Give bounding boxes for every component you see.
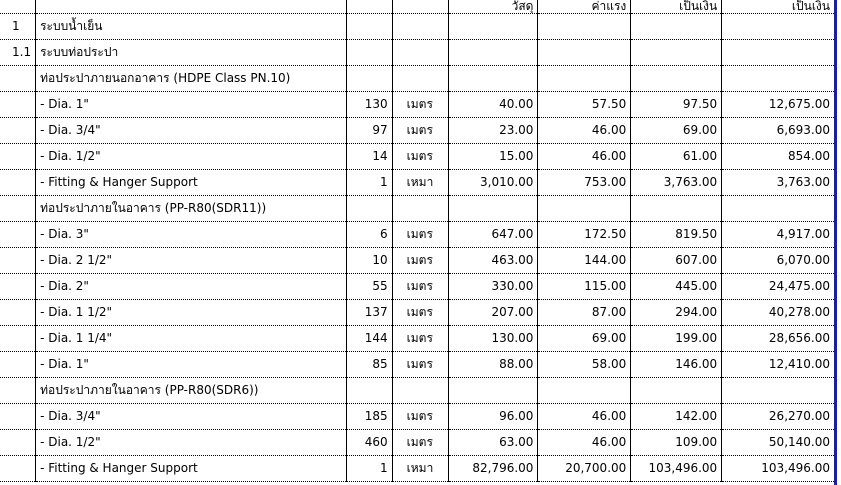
cell-no[interactable] xyxy=(0,378,36,404)
cell-total[interactable]: 6,693.00 xyxy=(722,118,835,144)
cell-description[interactable]: ท่อประปาภายในอาคาร (PP-R80(SDR11)) xyxy=(36,196,347,222)
cell-quantity[interactable]: 460 xyxy=(346,430,392,456)
table-row xyxy=(0,196,835,222)
header-labor[interactable]: ค่าแรง xyxy=(538,0,631,14)
cell-material-cost[interactable]: 88.00 xyxy=(448,352,538,378)
cell-quantity[interactable]: 185 xyxy=(346,404,392,430)
table-row xyxy=(0,222,835,248)
cell-total[interactable]: 26,270.00 xyxy=(722,404,835,430)
cell-description[interactable]: - Dia. 3/4" xyxy=(36,404,347,430)
cell-unit[interactable] xyxy=(392,66,448,92)
cell-material-cost[interactable] xyxy=(448,378,538,404)
header-cell[interactable] xyxy=(346,0,392,14)
cell-material-cost[interactable] xyxy=(448,14,538,40)
cell-unit[interactable]: เมตร xyxy=(392,222,448,248)
cell-no[interactable]: 1 xyxy=(0,14,36,40)
cell-description[interactable]: - Dia. 1 1/4" xyxy=(36,326,347,352)
cell-description[interactable]: - Dia. 1" xyxy=(36,92,347,118)
cell-labor-cost[interactable]: 20,700.00 xyxy=(538,456,631,482)
table-row xyxy=(0,274,835,300)
cell-unit-sum[interactable]: 61.00 xyxy=(631,144,722,170)
cell-description[interactable]: - Dia. 2 1/2" xyxy=(36,248,347,274)
cell-unit-sum[interactable] xyxy=(631,378,722,404)
cell-description[interactable]: ท่อประปาภายนอกอาคาร (HDPE Class PN.10) xyxy=(36,66,347,92)
cell-total[interactable] xyxy=(722,40,835,66)
cell-quantity[interactable]: 144 xyxy=(346,326,392,352)
cell-description[interactable]: - Dia. 1 1/2" xyxy=(36,300,347,326)
header-total[interactable]: เป็นเงิน xyxy=(722,0,835,14)
cell-no[interactable] xyxy=(0,222,36,248)
cell-total[interactable] xyxy=(722,196,835,222)
cell-material-cost[interactable]: 23.00 xyxy=(448,118,538,144)
cell-material-cost[interactable]: 647.00 xyxy=(448,222,538,248)
cell-no[interactable] xyxy=(0,274,36,300)
table-row xyxy=(0,14,835,40)
cell-quantity[interactable]: 130 xyxy=(346,92,392,118)
table-row xyxy=(0,378,835,404)
cell-no[interactable] xyxy=(0,118,36,144)
cell-description[interactable]: - Dia. 3" xyxy=(36,222,347,248)
cell-labor-cost[interactable] xyxy=(538,14,631,40)
cell-unit[interactable]: เมตร xyxy=(392,118,448,144)
cell-no[interactable] xyxy=(0,352,36,378)
cell-labor-cost[interactable]: 46.00 xyxy=(538,118,631,144)
cell-labor-cost[interactable]: 69.00 xyxy=(538,326,631,352)
cell-unit-sum[interactable]: 142.00 xyxy=(631,404,722,430)
cell-no[interactable] xyxy=(0,326,36,352)
header-material[interactable]: วัสดุ xyxy=(448,0,538,14)
cell-quantity[interactable]: 1 xyxy=(346,456,392,482)
header-cell[interactable] xyxy=(36,0,347,14)
cell-unit-sum[interactable]: 199.00 xyxy=(631,326,722,352)
cell-description[interactable]: ระบบท่อประปา xyxy=(36,40,347,66)
cell-quantity[interactable]: 137 xyxy=(346,300,392,326)
cell-labor-cost[interactable]: 46.00 xyxy=(538,404,631,430)
cell-material-cost[interactable]: 330.00 xyxy=(448,274,538,300)
cell-labor-cost[interactable]: 115.00 xyxy=(538,274,631,300)
cell-total[interactable]: 854.00 xyxy=(722,144,835,170)
cell-total[interactable] xyxy=(722,378,835,404)
cell-description[interactable]: - Dia. 1" xyxy=(36,352,347,378)
table-row xyxy=(0,300,835,326)
cell-unit-sum[interactable] xyxy=(631,14,722,40)
header-cell[interactable] xyxy=(392,0,448,14)
cell-quantity[interactable]: 97 xyxy=(346,118,392,144)
cell-total[interactable]: 3,763.00 xyxy=(722,170,835,196)
cell-total[interactable] xyxy=(722,14,835,40)
cell-labor-cost[interactable]: 172.50 xyxy=(538,222,631,248)
cell-unit-sum[interactable]: 445.00 xyxy=(631,274,722,300)
cell-quantity[interactable] xyxy=(346,66,392,92)
cell-no[interactable] xyxy=(0,300,36,326)
cell-unit-sum[interactable]: 146.00 xyxy=(631,352,722,378)
cell-total[interactable]: 40,278.00 xyxy=(722,300,835,326)
cell-no[interactable] xyxy=(0,404,36,430)
cell-description[interactable]: - Dia. 1/2" xyxy=(36,144,347,170)
cell-unit[interactable]: เมตร xyxy=(392,300,448,326)
cell-total[interactable]: 50,140.00 xyxy=(722,430,835,456)
header-sum[interactable]: เป็นเงิน xyxy=(631,0,722,14)
cell-unit[interactable] xyxy=(392,14,448,40)
header-cell[interactable] xyxy=(0,0,36,14)
cell-unit-sum[interactable]: 3,763.00 xyxy=(631,170,722,196)
table-row xyxy=(0,144,835,170)
cell-unit[interactable]: เมตร xyxy=(392,92,448,118)
cell-unit[interactable]: เมตร xyxy=(392,352,448,378)
cell-material-cost[interactable]: 15.00 xyxy=(448,144,538,170)
cell-description[interactable]: - Fitting & Hanger Support xyxy=(36,170,347,196)
cell-material-cost[interactable] xyxy=(448,196,538,222)
cell-quantity[interactable]: 55 xyxy=(346,274,392,300)
cell-description[interactable]: - Dia. 1/2" xyxy=(36,430,347,456)
header-row xyxy=(0,0,835,14)
cell-total[interactable]: 24,475.00 xyxy=(722,274,835,300)
cell-labor-cost[interactable]: 144.00 xyxy=(538,248,631,274)
cell-total[interactable]: 6,070.00 xyxy=(722,248,835,274)
cell-no[interactable] xyxy=(0,196,36,222)
cell-no[interactable] xyxy=(0,92,36,118)
cell-material-cost[interactable]: 40.00 xyxy=(448,92,538,118)
cell-unit-sum[interactable] xyxy=(631,66,722,92)
cell-unit[interactable] xyxy=(392,196,448,222)
table-row xyxy=(0,40,835,66)
cell-labor-cost[interactable]: 753.00 xyxy=(538,170,631,196)
cell-unit[interactable]: เหมา xyxy=(392,170,448,196)
cell-unit[interactable] xyxy=(392,378,448,404)
cell-total[interactable]: 4,917.00 xyxy=(722,222,835,248)
cell-quantity[interactable] xyxy=(346,14,392,40)
cell-no[interactable] xyxy=(0,248,36,274)
cell-no[interactable]: 1.1 xyxy=(0,40,36,66)
cell-material-cost[interactable] xyxy=(448,66,538,92)
cell-total[interactable]: 12,410.00 xyxy=(722,352,835,378)
table-row xyxy=(0,352,835,378)
cell-total[interactable]: 12,675.00 xyxy=(722,92,835,118)
cell-labor-cost[interactable]: 46.00 xyxy=(538,144,631,170)
cell-labor-cost[interactable] xyxy=(538,196,631,222)
table-row xyxy=(0,456,835,482)
cell-no[interactable] xyxy=(0,66,36,92)
cell-no[interactable] xyxy=(0,170,36,196)
cell-unit[interactable] xyxy=(392,40,448,66)
cell-labor-cost[interactable]: 57.50 xyxy=(538,92,631,118)
cell-description[interactable]: - Dia. 3/4" xyxy=(36,118,347,144)
sheet-right-edge xyxy=(834,0,837,485)
cell-labor-cost[interactable]: 87.00 xyxy=(538,300,631,326)
cell-description[interactable]: ระบบน้ำเย็น xyxy=(36,14,347,40)
cell-unit[interactable]: เมตร xyxy=(392,430,448,456)
table-row xyxy=(0,118,835,144)
cell-unit[interactable]: เมตร xyxy=(392,144,448,170)
cell-material-cost[interactable]: 96.00 xyxy=(448,404,538,430)
table-row xyxy=(0,404,835,430)
cell-unit-sum[interactable]: 69.00 xyxy=(631,118,722,144)
cell-unit-sum[interactable]: 103,496.00 xyxy=(631,456,722,482)
cell-unit-sum[interactable] xyxy=(631,196,722,222)
cell-unit[interactable]: เมตร xyxy=(392,326,448,352)
cell-total[interactable] xyxy=(722,66,835,92)
cell-description[interactable]: ท่อประปาภายในอาคาร (PP-R80(SDR6)) xyxy=(36,378,347,404)
cell-quantity[interactable] xyxy=(346,196,392,222)
cell-material-cost[interactable]: 463.00 xyxy=(448,248,538,274)
cell-quantity[interactable]: 14 xyxy=(346,144,392,170)
cell-unit-sum[interactable]: 294.00 xyxy=(631,300,722,326)
cell-material-cost[interactable]: 207.00 xyxy=(448,300,538,326)
cell-unit-sum[interactable]: 97.50 xyxy=(631,92,722,118)
cell-no[interactable] xyxy=(0,144,36,170)
cell-unit[interactable]: เมตร xyxy=(392,404,448,430)
cell-quantity[interactable] xyxy=(346,40,392,66)
cell-labor-cost[interactable]: 46.00 xyxy=(538,430,631,456)
cell-unit[interactable]: เหมา xyxy=(392,456,448,482)
cell-no[interactable] xyxy=(0,456,36,482)
table-row xyxy=(0,430,835,456)
cell-material-cost[interactable]: 130.00 xyxy=(448,326,538,352)
cell-material-cost[interactable]: 82,796.00 xyxy=(448,456,538,482)
cell-material-cost[interactable]: 3,010.00 xyxy=(448,170,538,196)
cell-labor-cost[interactable] xyxy=(538,40,631,66)
cell-unit-sum[interactable]: 109.00 xyxy=(631,430,722,456)
cell-unit-sum[interactable]: 607.00 xyxy=(631,248,722,274)
cell-material-cost[interactable] xyxy=(448,40,538,66)
cell-unit[interactable]: เมตร xyxy=(392,274,448,300)
cell-quantity[interactable]: 6 xyxy=(346,222,392,248)
cell-quantity[interactable]: 10 xyxy=(346,248,392,274)
cell-labor-cost[interactable] xyxy=(538,378,631,404)
table-row xyxy=(0,326,835,352)
cell-quantity[interactable] xyxy=(346,378,392,404)
cell-quantity[interactable]: 85 xyxy=(346,352,392,378)
cell-description[interactable]: - Fitting & Hanger Support xyxy=(36,456,347,482)
cell-total[interactable]: 28,656.00 xyxy=(722,326,835,352)
table-row xyxy=(0,170,835,196)
table-row xyxy=(0,92,835,118)
cell-material-cost[interactable]: 63.00 xyxy=(448,430,538,456)
cell-unit[interactable]: เมตร xyxy=(392,248,448,274)
cell-labor-cost[interactable] xyxy=(538,66,631,92)
cell-unit-sum[interactable]: 819.50 xyxy=(631,222,722,248)
cell-no[interactable] xyxy=(0,430,36,456)
cell-total[interactable]: 103,496.00 xyxy=(722,456,835,482)
table-row xyxy=(0,248,835,274)
cell-quantity[interactable]: 1 xyxy=(346,170,392,196)
cell-description[interactable]: - Dia. 2" xyxy=(36,274,347,300)
table-row xyxy=(0,66,835,92)
cell-unit-sum[interactable] xyxy=(631,40,722,66)
cell-labor-cost[interactable]: 58.00 xyxy=(538,352,631,378)
